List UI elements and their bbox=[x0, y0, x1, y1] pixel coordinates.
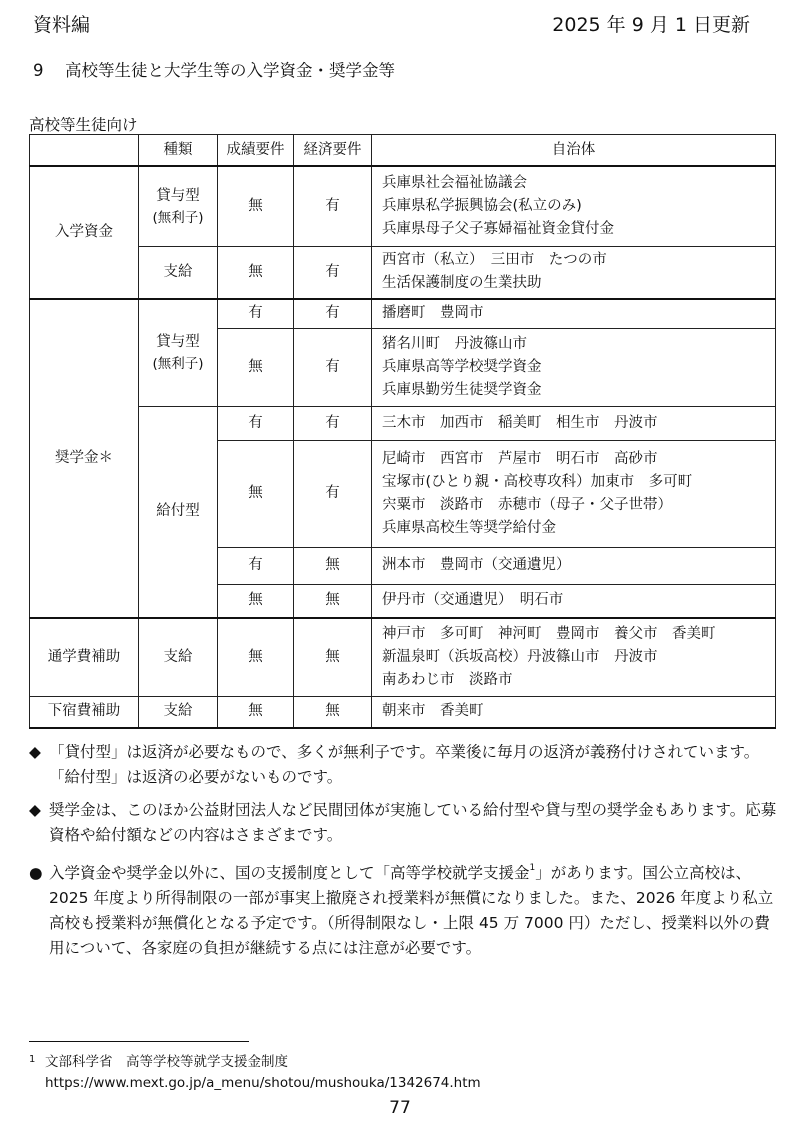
municipality-line: 宍粟市 淡路市 赤穂市（母子・父子世帯） bbox=[382, 496, 672, 513]
category-cell: 入学資金 bbox=[30, 166, 139, 299]
grades-cell: 無 bbox=[218, 696, 294, 728]
economic-cell: 無 bbox=[294, 696, 372, 728]
economic-cell: 無 bbox=[294, 618, 372, 696]
type-sublabel: (無利子) bbox=[152, 356, 204, 373]
type-cell: 支給 bbox=[139, 696, 218, 728]
municipality-line: 兵庫県私学振興協会(私立のみ) bbox=[382, 197, 582, 214]
note-text: 奨学金は、このほか公益財団法人など民間団体が実施している給付型や貸与型の奨学金もあります。応募資格や給付額などの内容はさまざまです。 bbox=[49, 801, 777, 844]
municipality-line: 兵庫県社会福祉協議会 bbox=[382, 174, 527, 191]
economic-cell: 有 bbox=[294, 166, 372, 246]
municipality-cell bbox=[372, 547, 776, 584]
type-label: 貸与型 bbox=[156, 334, 200, 351]
support-table bbox=[29, 134, 776, 729]
economic-cell: 有 bbox=[294, 406, 372, 440]
category-cell: 奨学金＊ bbox=[30, 299, 139, 618]
municipality-line: 西宮市（私立） 三田市 たつの市 bbox=[382, 252, 607, 269]
note-item bbox=[29, 798, 779, 848]
note-text: 入学資金や奨学金以外に、国の支援制度として「高等学校就学支援金 bbox=[49, 864, 530, 882]
table-header-row bbox=[30, 135, 776, 167]
municipality-line: 尼崎市 西宮市 芦屋市 明石市 高砂市 bbox=[382, 450, 658, 467]
municipality-cell bbox=[372, 166, 776, 246]
table-row bbox=[30, 406, 776, 440]
diamond-bullet-icon: ◆ bbox=[29, 743, 41, 761]
category-cell: 通学費補助 bbox=[30, 618, 139, 696]
footnote-text: 文部科学省 高等学校等就学支援金制度 bbox=[45, 1054, 288, 1070]
municipality-line: 兵庫県高校生等奨学給付金 bbox=[382, 519, 556, 536]
economic-cell: 有 bbox=[294, 246, 372, 299]
section-number: 9 bbox=[33, 61, 44, 80]
grades-cell: 有 bbox=[218, 547, 294, 584]
page-number: 77 bbox=[389, 1098, 411, 1118]
footnote-reference[interactable]: 1 bbox=[529, 863, 536, 873]
type-cell: 給付型 bbox=[139, 406, 218, 618]
section-title-text: 高校等生徒と大学生等の入学資金・奨学金等 bbox=[65, 61, 395, 80]
grades-cell: 無 bbox=[218, 584, 294, 618]
grades-cell: 無 bbox=[218, 618, 294, 696]
footnote bbox=[29, 1049, 481, 1094]
header-municipality: 自治体 bbox=[372, 135, 776, 167]
update-date: 2025 年 9 月 1 日更新 bbox=[552, 14, 750, 36]
table-row bbox=[30, 618, 776, 696]
notes-section bbox=[29, 740, 779, 969]
table-row bbox=[30, 299, 776, 328]
type-label: 貸与型 bbox=[156, 187, 200, 204]
economic-cell: 有 bbox=[294, 328, 372, 406]
type-sublabel: (無利子) bbox=[152, 209, 204, 226]
section-title bbox=[33, 57, 395, 81]
municipality-cell bbox=[372, 440, 776, 547]
header-grades: 成績要件 bbox=[218, 135, 294, 167]
header-type: 種類 bbox=[139, 135, 218, 167]
municipality-cell bbox=[372, 328, 776, 406]
municipality-line: 播磨町 豊岡市 bbox=[382, 305, 484, 322]
municipality-line: 三木市 加西市 稲美町 相生市 丹波市 bbox=[382, 414, 658, 431]
category-cell: 下宿費補助 bbox=[30, 696, 139, 728]
section-label: 資料編 bbox=[33, 14, 91, 36]
grades-cell: 無 bbox=[218, 328, 294, 406]
table-row bbox=[30, 696, 776, 728]
note-item bbox=[29, 856, 779, 961]
footnote-number: 1 bbox=[29, 1054, 36, 1065]
grades-cell: 無 bbox=[218, 246, 294, 299]
municipality-cell bbox=[372, 299, 776, 328]
note-text-continued: 」があります。国公立高校は、2025 年度より所得制限の一部が事実上撤廃され授業料が無償になりました。また、2026 年度より私立高校も授業料が無償化となる予定です。（所得制限なし・上限 45 万 7000 円）ただし、授業料以外の費用について、各家庭の負担が継続する点には注意が必要です。 bbox=[49, 864, 774, 957]
municipality-cell bbox=[372, 618, 776, 696]
municipality-line: 伊丹市（交通遺児） 明石市 bbox=[382, 592, 564, 609]
economic-cell: 有 bbox=[294, 299, 372, 328]
municipality-cell bbox=[372, 406, 776, 440]
economic-cell: 無 bbox=[294, 584, 372, 618]
municipality-line: 南あわじ市 淡路市 bbox=[382, 671, 513, 688]
municipality-line: 宝塚市(ひとり親・高校専攻科）加東市 多可町 bbox=[382, 473, 693, 490]
municipality-line: 朝来市 香美町 bbox=[382, 703, 484, 720]
economic-cell: 有 bbox=[294, 440, 372, 547]
municipality-line: 新温泉町（浜坂高校）丹波篠山市 丹波市 bbox=[382, 648, 658, 665]
header-category bbox=[30, 135, 139, 167]
grades-cell: 有 bbox=[218, 406, 294, 440]
circle-bullet-icon: ● bbox=[29, 864, 43, 882]
note-text: 「貸付型」は返済が必要なもので、多くが無利子です。卒業後に毎月の返済が義務付けされています。「給付型」は返済の必要がないものです。 bbox=[49, 743, 760, 786]
table-row bbox=[30, 166, 776, 246]
municipality-line: 生活保護制度の生業扶助 bbox=[382, 275, 542, 292]
municipality-cell bbox=[372, 696, 776, 728]
grades-cell: 無 bbox=[218, 440, 294, 547]
note-item bbox=[29, 740, 779, 790]
table-caption: 高校等生徒向け bbox=[29, 116, 138, 134]
municipality-line: 兵庫県高等学校奨学資金 bbox=[382, 358, 542, 375]
municipality-line: 兵庫県勤労生徒奨学資金 bbox=[382, 381, 542, 398]
grades-cell: 無 bbox=[218, 166, 294, 246]
municipality-cell bbox=[372, 584, 776, 618]
header-economic: 経済要件 bbox=[294, 135, 372, 167]
footnote-url[interactable]: https://www.mext.go.jp/a_menu/shotou/mushouka/1342674.htm bbox=[45, 1075, 481, 1091]
grades-cell: 有 bbox=[218, 299, 294, 328]
type-cell: 支給 bbox=[139, 618, 218, 696]
table-row bbox=[30, 246, 776, 299]
municipality-line: 猪名川町 丹波篠山市 bbox=[382, 335, 527, 352]
footnote-divider bbox=[29, 1041, 249, 1042]
municipality-line: 洲本市 豊岡市（交通遺児） bbox=[382, 557, 571, 573]
municipality-cell bbox=[372, 246, 776, 299]
type-cell bbox=[139, 166, 218, 246]
economic-cell: 無 bbox=[294, 547, 372, 584]
municipality-line: 神戸市 多可町 神河町 豊岡市 養父市 香美町 bbox=[382, 625, 716, 642]
type-cell bbox=[139, 299, 218, 406]
type-cell: 支給 bbox=[139, 246, 218, 299]
diamond-bullet-icon: ◆ bbox=[29, 801, 41, 819]
municipality-line: 兵庫県母子父子寡婦福祉資金貸付金 bbox=[382, 220, 614, 237]
